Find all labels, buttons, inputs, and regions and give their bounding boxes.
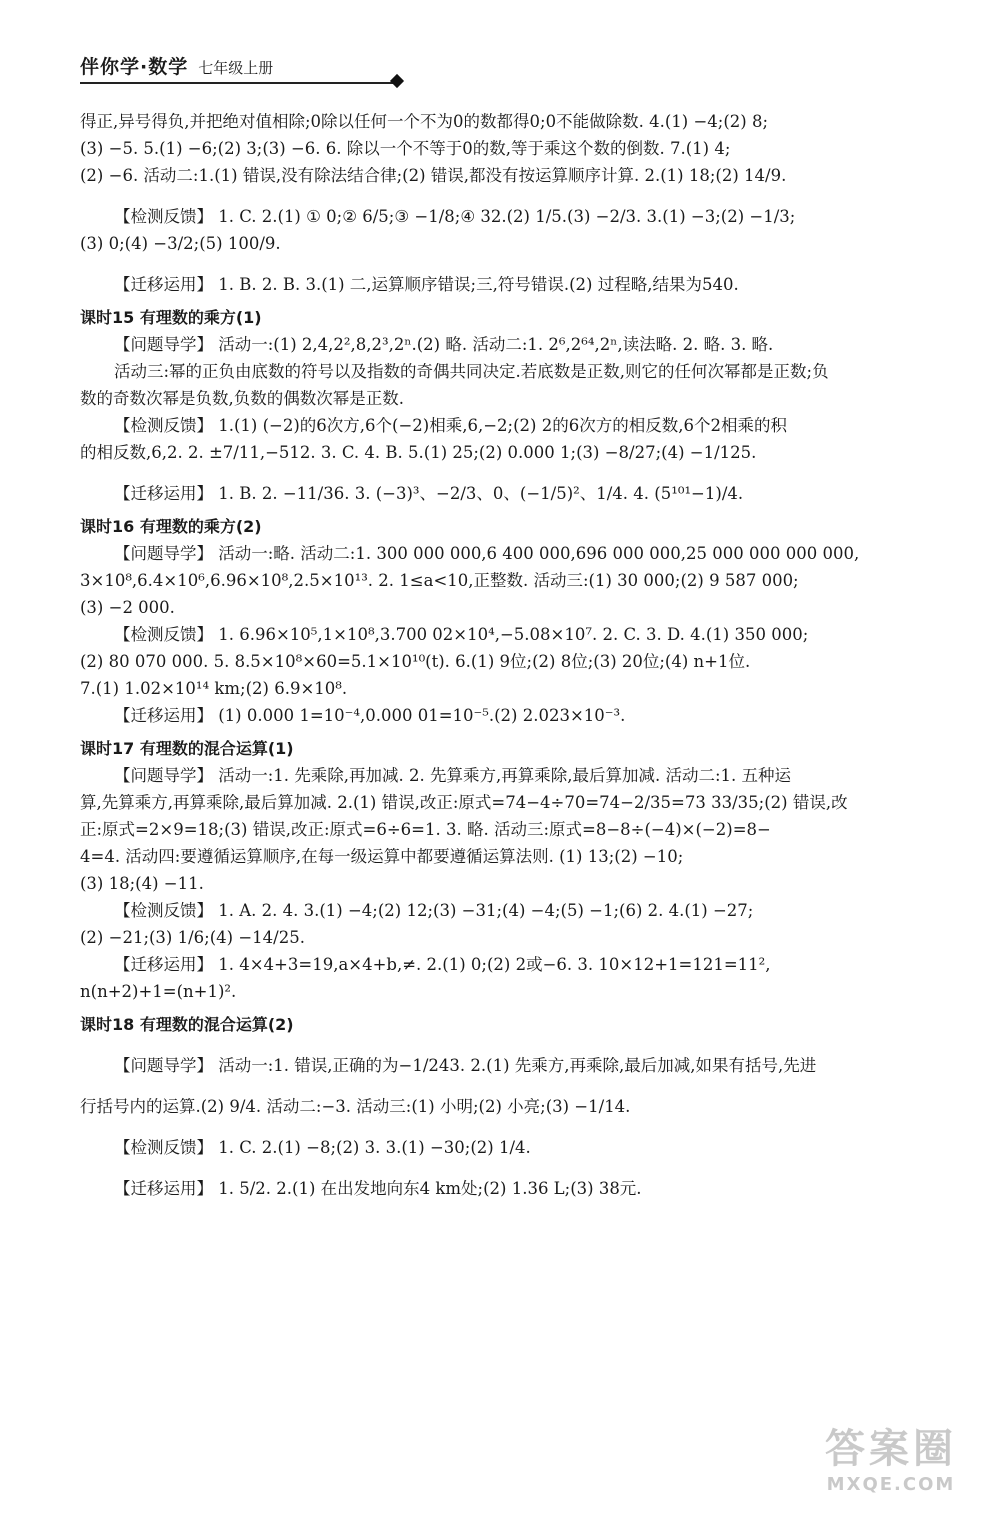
text-line: 【问题导学】 活动一:(1) 2,4,2²,8,2³,2ⁿ.(2) 略. 活动二:1. 2⁶,2⁶⁴,2ⁿ,读法略. 2. 略. 3. 略.: [114, 335, 774, 354]
text-line: 【检测反馈】 1. 6.96×10⁵,1×10⁸,3.700 02×10⁴,−5.08×10⁷. 2. C. 3. D. 4.(1) 350 000;: [114, 625, 809, 644]
text-line: (3) −5. 5.(1) −6;(2) 3;(3) −6. 6. 除以一个不等于0的数,等于乘这个数的倒数. 7.(1) 4;: [80, 139, 731, 158]
text-line: (3) 18;(4) −11.: [80, 874, 204, 893]
text-line: (2) 80 070 000. 5. 8.5×10⁸×60=5.1×10¹⁰(t). 6.(1) 9位;(2) 8位;(3) 20位;(4) n+1位.: [80, 652, 751, 671]
grade-label: 七年级上册: [198, 59, 274, 77]
text-line: 活动三:幂的正负由底数的符号以及指数的奇偶共同决定.若底数是正数,则它的任何次幂都是正数;负: [114, 362, 829, 381]
watermark-logo: [796, 1417, 986, 1507]
text-line: 正:原式=2×9=18;(3) 错误,改正:原式=6÷6=1. 3. 略. 活动三:原式=8−8÷(−4)×(−2)=8−: [80, 820, 771, 839]
text-line: (2) −6. 活动二:1.(1) 错误,没有除法结合律;(2) 错误,都没有按运算顺序计算. 2.(1) 18;(2) 14/9.: [80, 166, 787, 185]
text-line: (2) −21;(3) 1/6;(4) −14/25.: [80, 928, 305, 947]
text-line: n(n+2)+1=(n+1)².: [80, 982, 237, 1001]
watermark-text: 答案圈: [825, 1426, 957, 1472]
text-line: 【迁移运用】 (1) 0.000 1=10⁻⁴,0.000 01=10⁻⁵.(2) 2.023×10⁻³.: [114, 706, 626, 725]
section-heading: 课时16 有理数的乘方(2): [80, 517, 262, 536]
text-line: 【迁移运用】 1. 4×4+3=19,a×4+b,≠. 2.(1) 0;(2) 2或−6. 3. 10×12+1=121=11²,: [114, 955, 771, 974]
text-line: 【检测反馈】 1. A. 2. 4. 3.(1) −4;(2) 12;(3) −31;(4) −4;(5) −1;(6) 2. 4.(1) −27;: [114, 901, 754, 920]
text-line: 【问题导学】 活动一:1. 先乘除,再加减. 2. 先算乘方,再算乘除,最后算加减. 活动二:1. 五种运: [114, 766, 792, 785]
text-line: (3) −2 000.: [80, 598, 175, 617]
text-line: 【迁移运用】 1. 5/2. 2.(1) 在出发地向东4 km处;(2) 1.36 L;(3) 38元.: [114, 1179, 642, 1198]
text-line: 7.(1) 1.02×10¹⁴ km;(2) 6.9×10⁸.: [80, 679, 348, 698]
text-line: 【检测反馈】 1. C. 2.(1) −8;(2) 3. 3.(1) −30;(2) 1/4.: [114, 1138, 531, 1157]
text-line: 行括号内的运算.(2) 9/4. 活动二:−3. 活动三:(1) 小明;(2) 小亮;(3) −1/14.: [80, 1097, 631, 1116]
text-line: 【问题导学】 活动一:1. 错误,正确的为−1/243. 2.(1) 先乘方,再乘除,最后加减,如果有括号,先进: [114, 1056, 817, 1075]
watermark-url: MXQE.COM: [826, 1474, 956, 1495]
section-heading: 课时18 有理数的混合运算(2): [80, 1015, 294, 1034]
answer-text: [80, 108, 946, 1202]
page-header: [80, 52, 410, 92]
section-heading: 课时17 有理数的混合运算(1): [80, 739, 294, 758]
text-line: 【检测反馈】 1. C. 2.(1) ① 0;② 6/5;③ −1/8;④ 32.(2) 1/5.(3) −2/3. 3.(1) −3;(2) −1/3;: [114, 207, 796, 226]
text-line: 算,先算乘方,再算乘除,最后算加减. 2.(1) 错误,改正:原式=74−4÷70=74−2/35=73 33/35;(2) 错误,改: [80, 793, 848, 812]
text-line: 【迁移运用】 1. B. 2. B. 3.(1) 二,运算顺序错误;三,符号错误.(2) 过程略,结果为540.: [114, 275, 739, 294]
text-line: 3×10⁸,6.4×10⁶,6.96×10⁸,2.5×10¹³. 2. 1≤a<10,正整数. 活动三:(1) 30 000;(2) 9 587 000;: [80, 571, 799, 590]
diamond-icon: [390, 74, 404, 88]
text-line: (3) 0;(4) −3/2;(5) 100/9.: [80, 234, 281, 253]
text-line: 数的奇数次幂是负数,负数的偶数次幂是正数.: [80, 389, 404, 408]
header-rule: [80, 82, 398, 84]
text-line: 4=4. 活动四:要遵循运算顺序,在每一级运算中都要遵循运算法则. (1) 13;(2) −10;: [80, 847, 684, 866]
text-line: 的相反数,6,2. 2. ±7/11,−512. 3. C. 4. B. 5.(1) 25;(2) 0.000 1;(3) −8/27;(4) −1/125.: [80, 443, 757, 462]
section-heading: 课时15 有理数的乘方(1): [80, 308, 262, 327]
text-line: 【检测反馈】 1.(1) (−2)的6次方,6个(−2)相乘,6,−2;(2) 2的6次方的相反数,6个2相乘的积: [114, 416, 787, 435]
book-title: 伴你学·数学: [80, 56, 189, 78]
text-line: 得正,异号得负,并把绝对值相除;0除以任何一个不为0的数都得0;0不能做除数. 4.(1) −4;(2) 8;: [80, 112, 769, 131]
text-line: 【问题导学】 活动一:略. 活动二:1. 300 000 000,6 400 000,696 000 000,25 000 000 000 000,: [114, 544, 860, 563]
text-line: 【迁移运用】 1. B. 2. −11/36. 3. (−3)³、−2/3、0、(−1/5)²、1/4. 4. (5¹⁰¹−1)/4.: [114, 484, 744, 503]
